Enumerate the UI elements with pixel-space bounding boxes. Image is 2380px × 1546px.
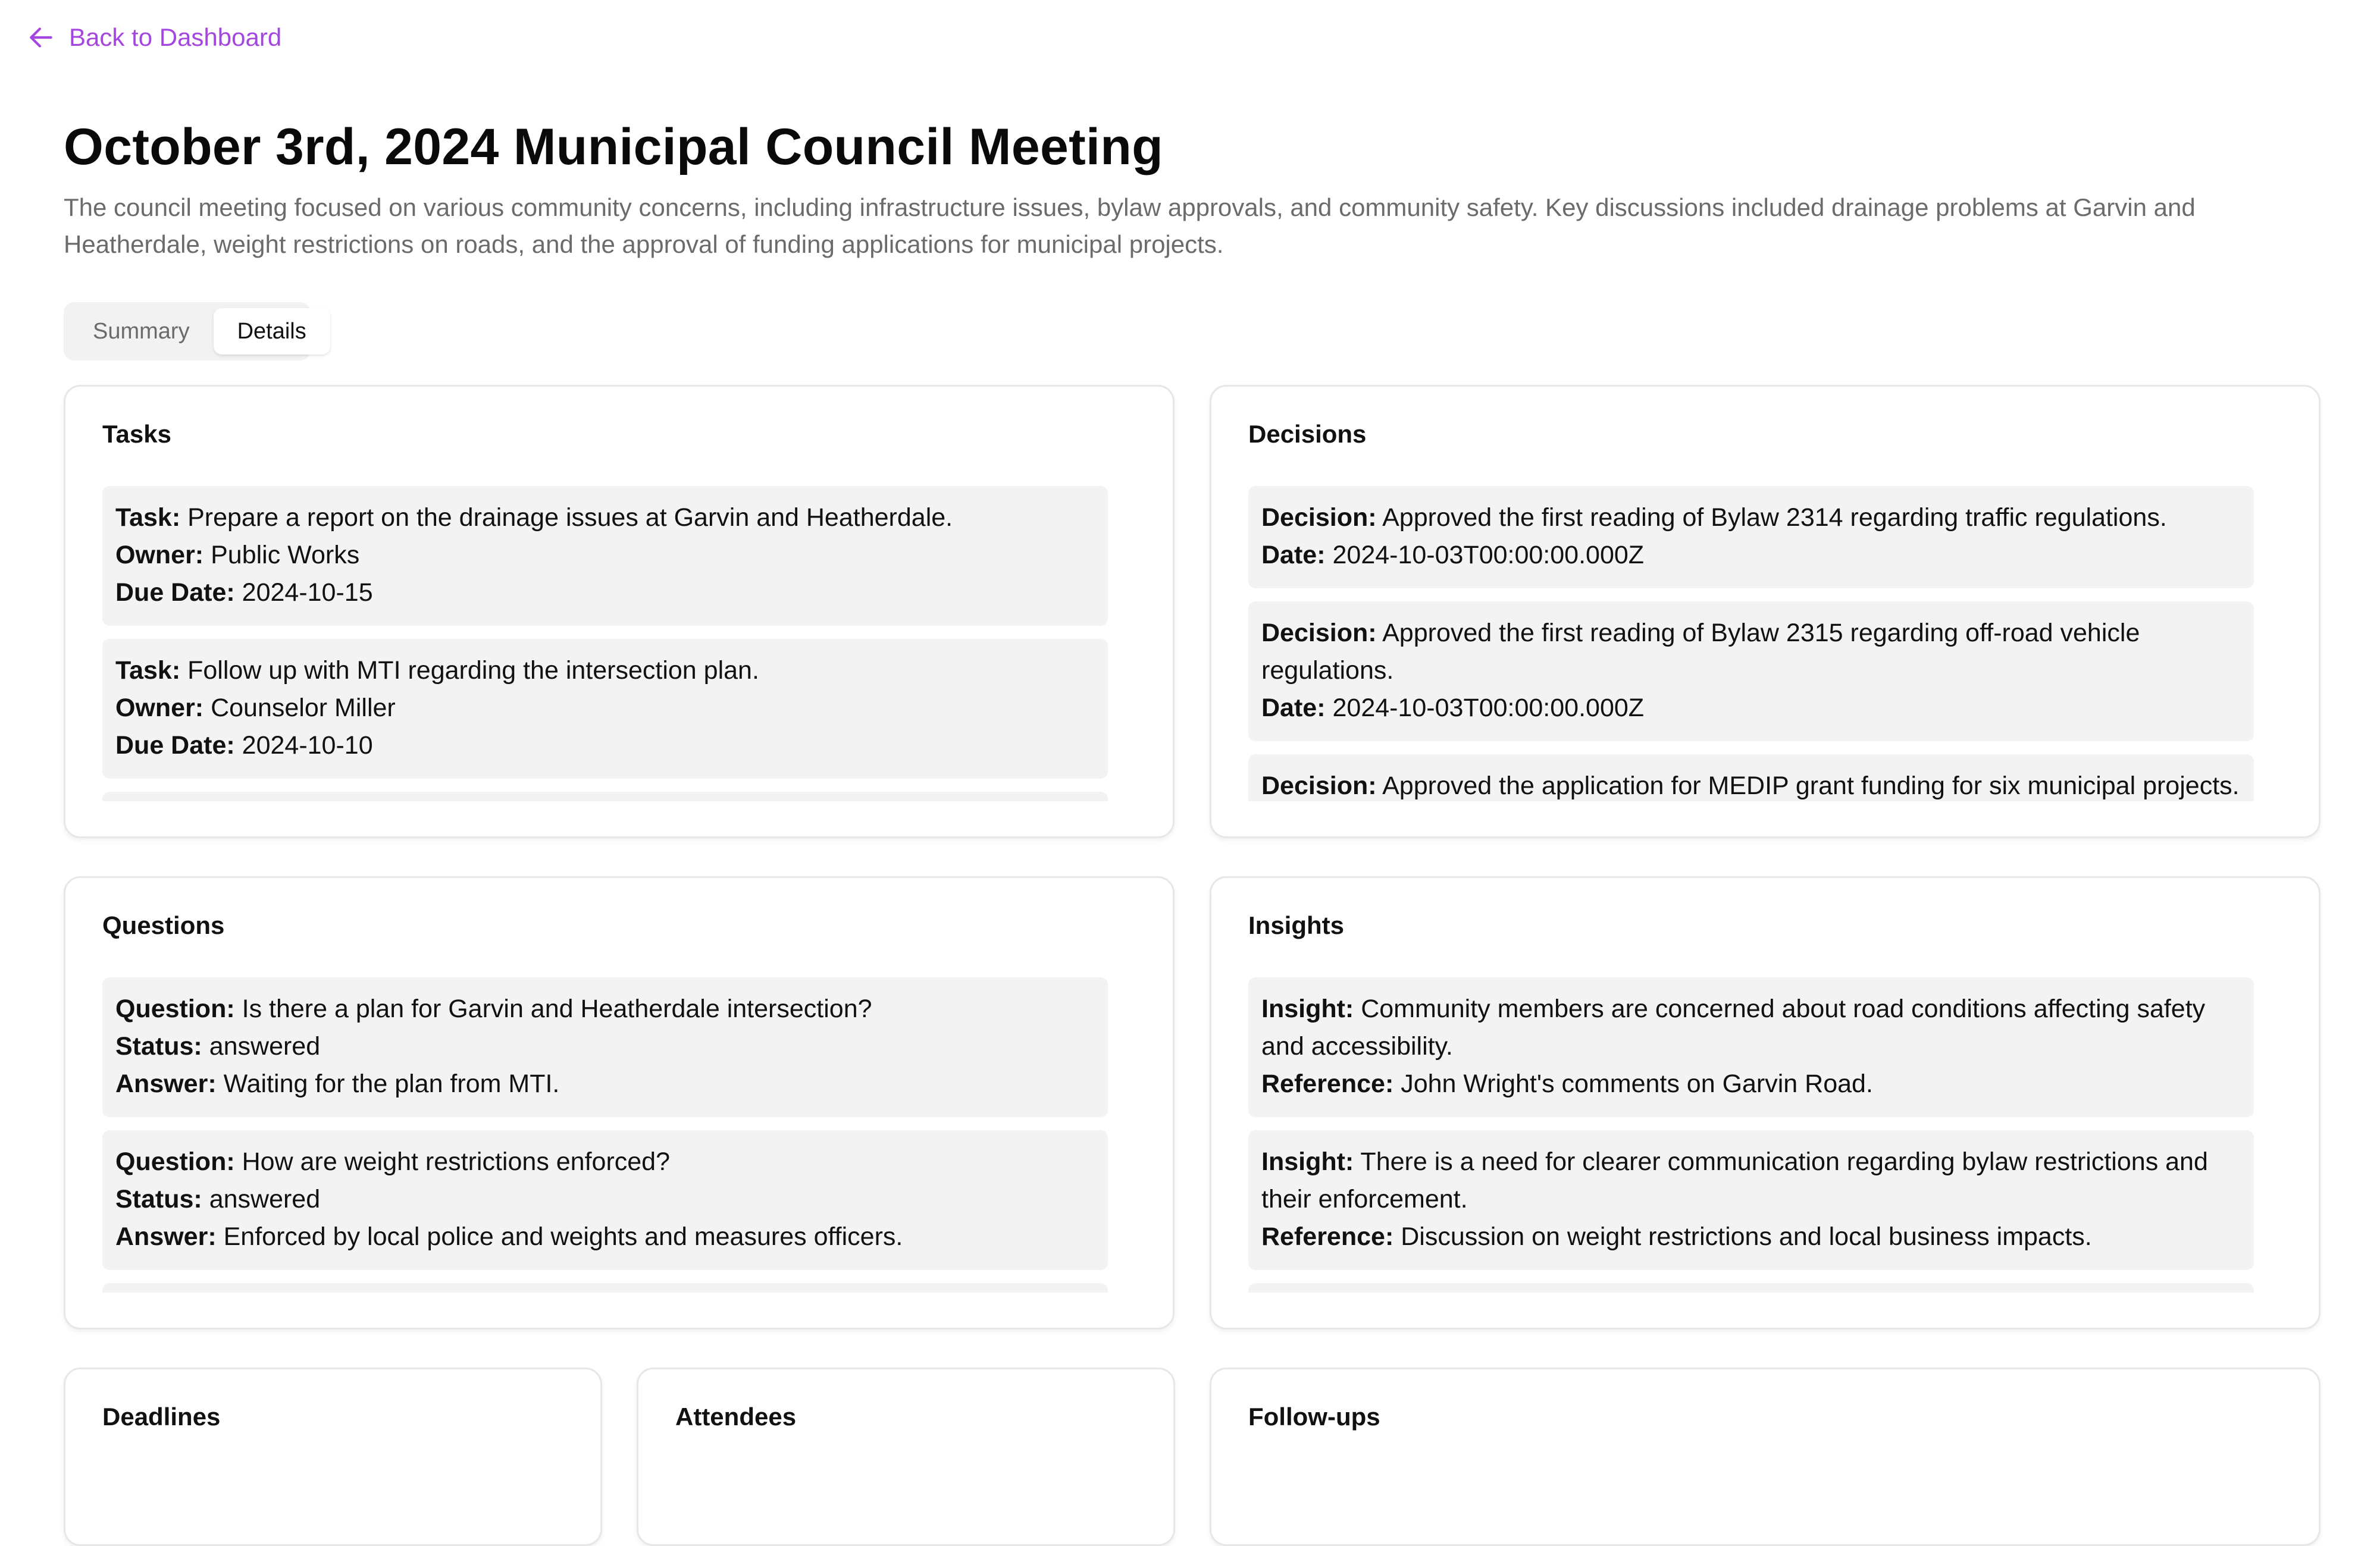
- task-item: [102, 792, 1108, 801]
- insight-label: Insight:: [1261, 1147, 1354, 1176]
- tab-summary[interactable]: Summary: [93, 318, 190, 344]
- owner-label: Owner:: [115, 694, 204, 722]
- insights-list[interactable]: [1248, 977, 2254, 1293]
- date-label: Date:: [1261, 694, 1326, 722]
- decision-text: Approved the application for MEDIP grant funding for six municipal projects.: [1382, 772, 2240, 800]
- insight-text: There is a need for clearer communication regarding bylaw restrictions and their enforcement.: [1261, 1147, 2208, 1213]
- reference-label: Reference:: [1261, 1222, 1394, 1251]
- back-to-dashboard-link[interactable]: [26, 23, 281, 52]
- decision-item: [1248, 486, 2254, 588]
- insights-card: [1210, 876, 2320, 1329]
- owner-label: Owner:: [115, 541, 204, 569]
- followups-card: [1210, 1368, 2320, 1546]
- decision-date: 2024-10-03T00:00:00.000Z: [1332, 541, 1645, 569]
- task-due-date: 2024-10-15: [242, 578, 373, 607]
- question-text: Is there a plan for Garvin and Heatherdale intersection?: [242, 995, 872, 1023]
- insight-text: Community members are concerned about road conditions affecting safety and accessibility.: [1261, 995, 2206, 1061]
- question-label: Question:: [115, 995, 235, 1023]
- back-link-label[interactable]: Back to Dashboard: [69, 23, 282, 51]
- decision-label: Decision:: [1261, 772, 1377, 800]
- task-text: Prepare a report on the drainage issues at Garvin and Heatherdale.: [187, 503, 953, 532]
- insights-card-title: Insights: [1248, 911, 1345, 939]
- status-label: Status:: [115, 1032, 202, 1061]
- meeting-description: The council meeting focused on various community concerns, including infrastructure issues, bylaw approvals, and community safety. Key discussions included drainage problems at Garvin and Heatherdale, weight restrictions on roads, and the approval of funding applications for municipal projects.: [64, 193, 2196, 258]
- question-answer: Waiting for the plan from MTI.: [223, 1070, 560, 1098]
- reference-label: Reference:: [1261, 1070, 1394, 1098]
- decisions-card-title: Decisions: [1248, 420, 1367, 448]
- attendees-card: [637, 1368, 1175, 1546]
- question-status: answered: [209, 1185, 321, 1213]
- answer-label: Answer:: [115, 1070, 217, 1098]
- insight-item: [1248, 1130, 2254, 1270]
- task-item: [102, 486, 1108, 626]
- task-label: Task:: [115, 503, 181, 532]
- question-text: How are weight restrictions enforced?: [242, 1147, 671, 1176]
- insight-item: [1248, 1283, 2254, 1293]
- attendees-card-title: Attendees: [675, 1403, 797, 1431]
- question-item: [102, 977, 1108, 1117]
- questions-card-title: Questions: [102, 911, 225, 939]
- answer-label: Answer:: [115, 1222, 217, 1251]
- deadlines-card-title: Deadlines: [102, 1403, 221, 1431]
- task-owner: Public Works: [211, 541, 360, 569]
- followups-card-title: Follow-ups: [1248, 1403, 1380, 1431]
- decision-date: 2024-10-03T00:00:00.000Z: [1332, 694, 1645, 722]
- decision-text: Approved the first reading of Bylaw 2315 regarding off-road vehicle regulations.: [1261, 619, 2140, 685]
- questions-list[interactable]: [102, 977, 1108, 1293]
- question-answer: Enforced by local police and weights and measures officers.: [223, 1222, 903, 1251]
- question-item: [102, 1283, 1108, 1293]
- insight-reference: John Wright's comments on Garvin Road.: [1401, 1070, 1873, 1098]
- question-item: [102, 1130, 1108, 1270]
- arrow-left-icon: [26, 23, 56, 52]
- decision-label: Decision:: [1261, 619, 1377, 647]
- decision-item: [1248, 601, 2254, 741]
- due-date-label: Due Date:: [115, 578, 235, 607]
- task-due-date: 2024-10-10: [242, 731, 373, 760]
- insight-item: [1248, 977, 2254, 1117]
- question-label: Question:: [115, 1147, 235, 1176]
- question-status: answered: [209, 1032, 321, 1061]
- tasks-card: [64, 385, 1175, 838]
- status-label: Status:: [115, 1185, 202, 1213]
- insight-reference: Discussion on weight restrictions and local business impacts.: [1401, 1222, 2092, 1251]
- tab-details[interactable]: Details: [214, 308, 330, 355]
- task-label: Task:: [115, 656, 181, 685]
- questions-card: [64, 876, 1175, 1329]
- task-owner: Counselor Miller: [211, 694, 396, 722]
- deadlines-card: [64, 1368, 602, 1546]
- page-title: October 3rd, 2024 Municipal Council Meeting: [64, 118, 1163, 175]
- tasks-list[interactable]: [102, 486, 1108, 801]
- due-date-label: Due Date:: [115, 731, 235, 760]
- decision-item: [1248, 754, 2254, 801]
- view-tabs: [64, 302, 311, 360]
- date-label: Date:: [1261, 541, 1326, 569]
- tasks-card-title: Tasks: [102, 420, 171, 448]
- task-text: Follow up with MTI regarding the intersection plan.: [187, 656, 759, 685]
- task-item: [102, 639, 1108, 779]
- decisions-list[interactable]: [1248, 486, 2254, 801]
- decision-label: Decision:: [1261, 503, 1377, 532]
- decisions-card: [1210, 385, 2320, 838]
- decision-text: Approved the first reading of Bylaw 2314 regarding traffic regulations.: [1382, 503, 2167, 532]
- insight-label: Insight:: [1261, 995, 1354, 1023]
